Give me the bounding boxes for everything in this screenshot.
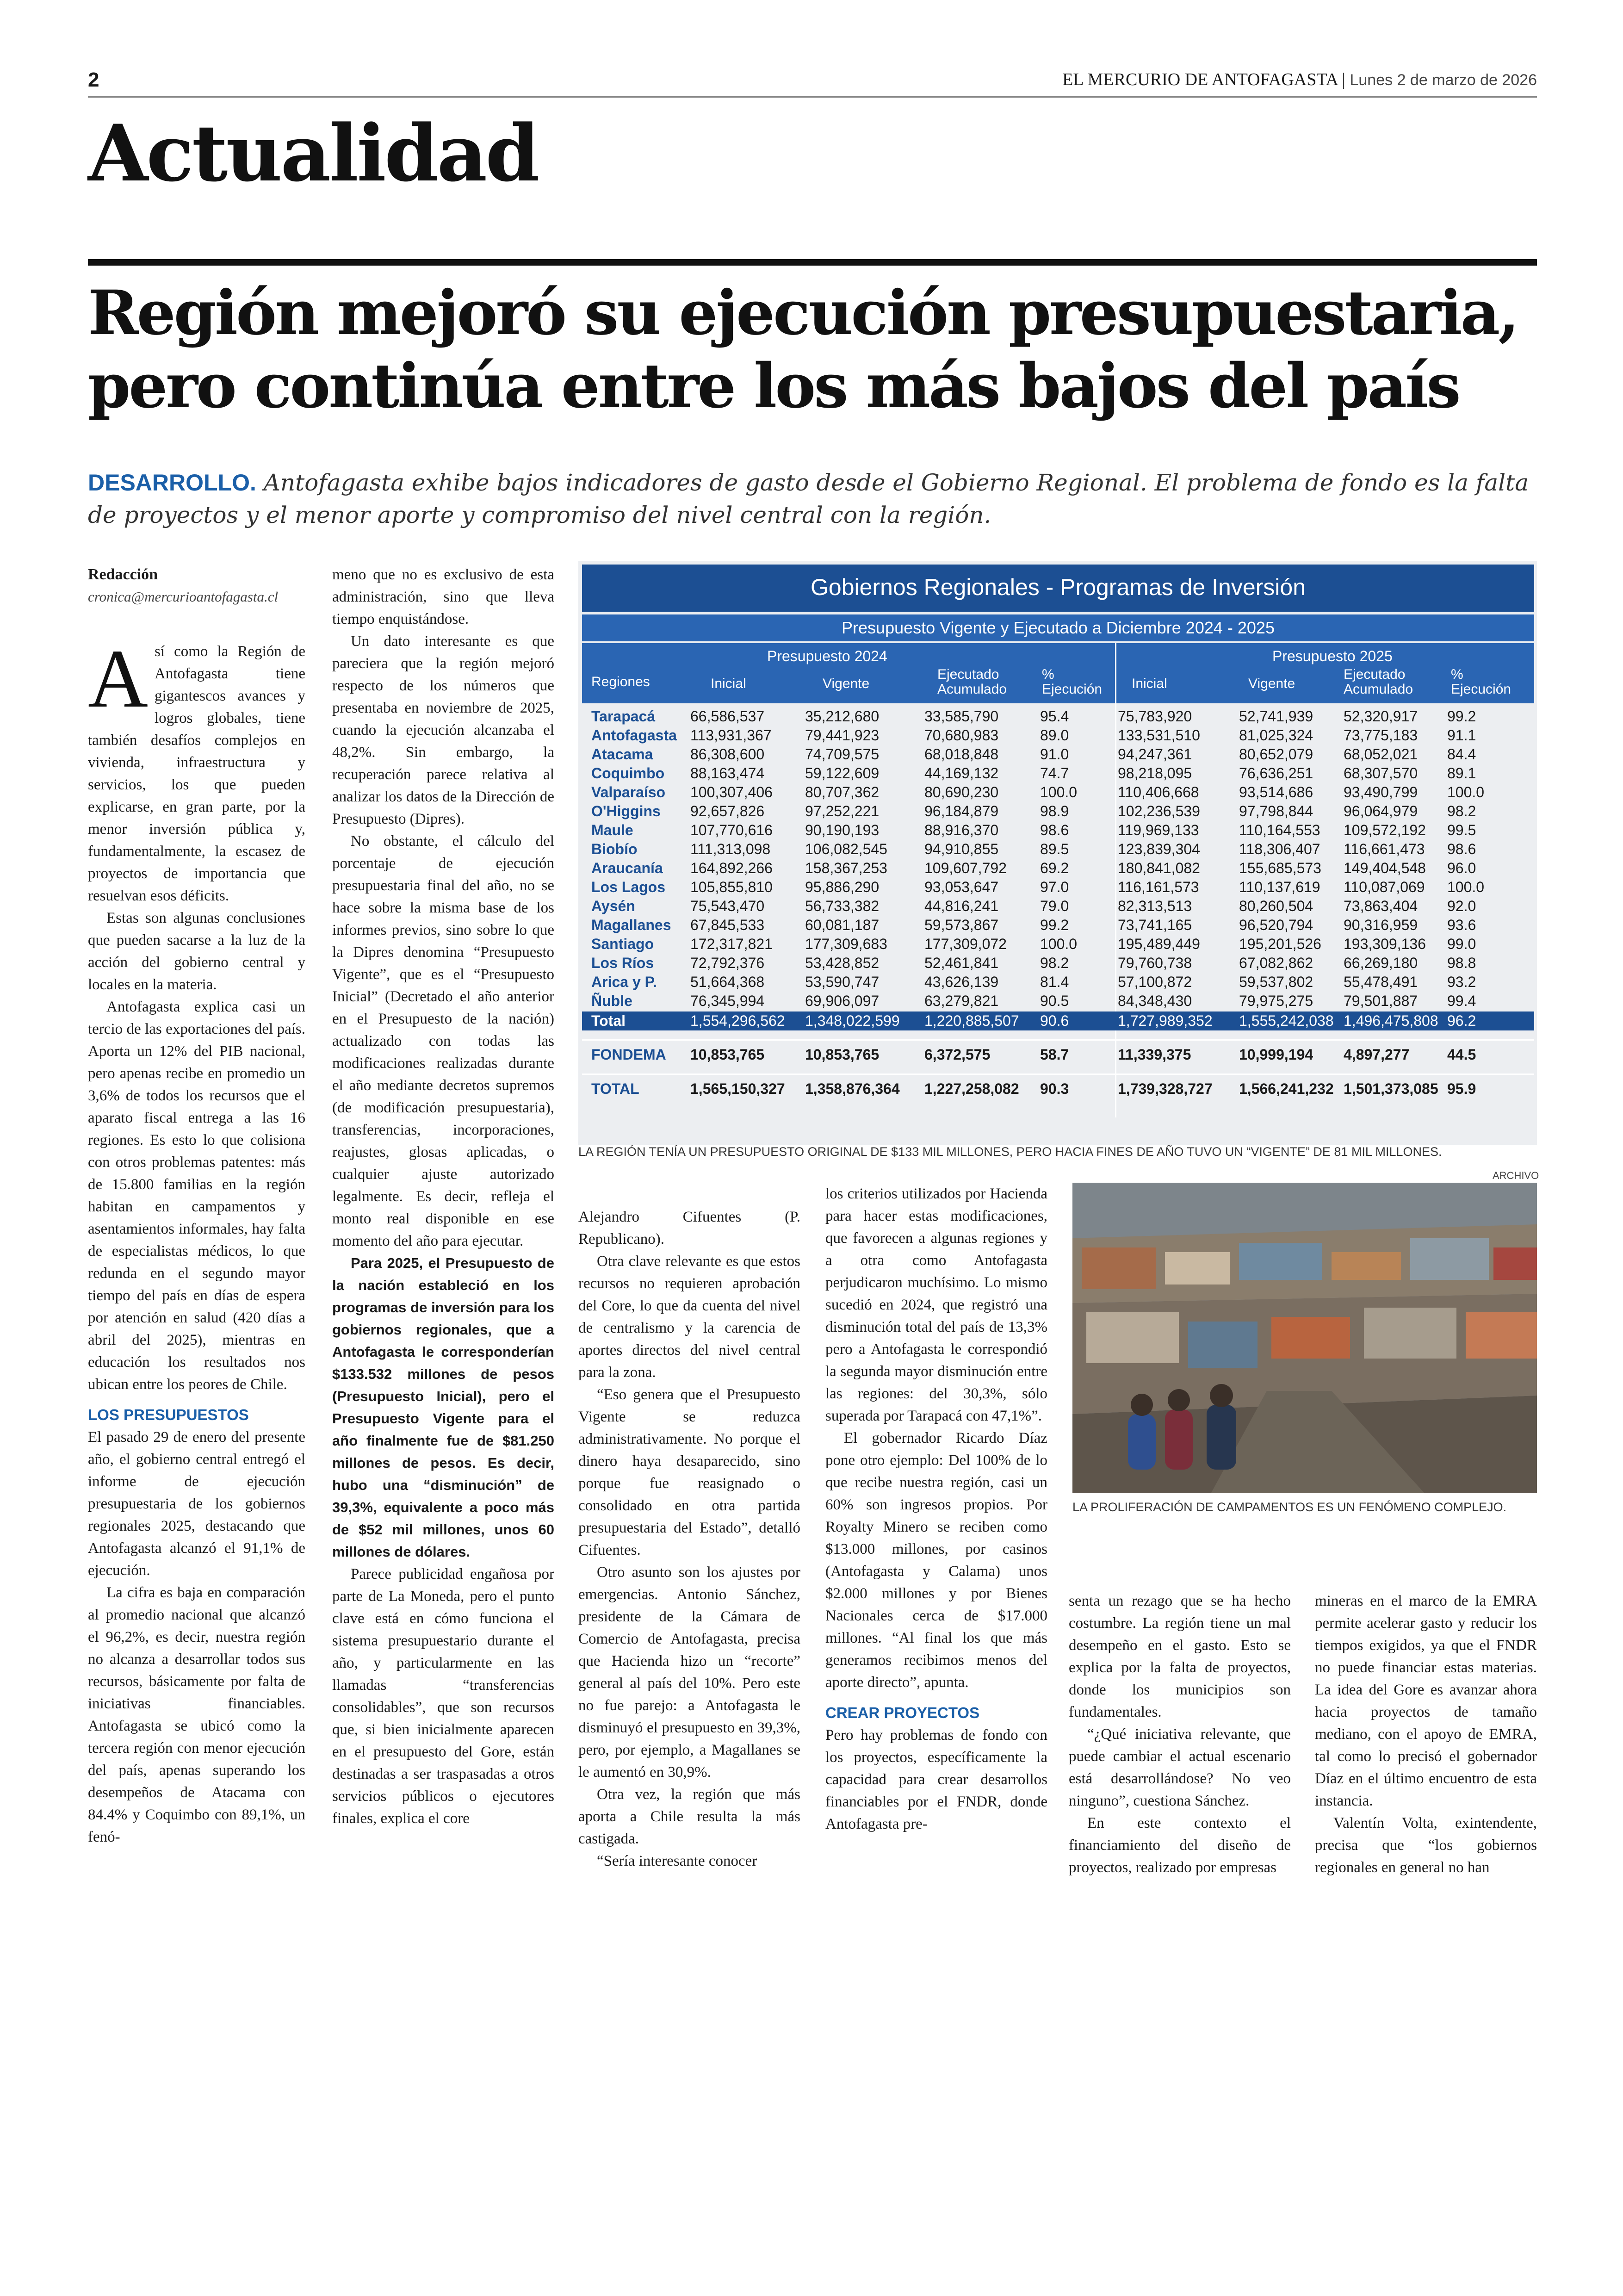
table-cell: 195,489,449	[1118, 936, 1200, 952]
table-cell: 1,348,022,599	[805, 1012, 900, 1029]
table-cell: 81,025,324	[1239, 727, 1313, 744]
paragraph: mineras en el marco de la EMRA permite acelerar gasto y reducir los tiempos exigidos, ya que el FNDR no puede financiar estas materias. La idea del Gore es avanzar ahora hacia proyectos de tamaño mediano, con el apoyo de EMRA, tal como lo precisó el gobernador Díaz en el último encuentro de esta instancia.	[1315, 1593, 1537, 1809]
table-cell: 193,309,136	[1344, 936, 1426, 952]
table-cell: 99.2	[1040, 917, 1069, 933]
col-inicial-2024: Inicial	[711, 676, 746, 691]
table-cell: 88,163,474	[690, 765, 765, 782]
campamento-illustration	[1072, 1183, 1537, 1493]
author-email[interactable]: cronica@mercurioantofagasta.cl	[88, 589, 279, 605]
table-cell: 58.7	[1040, 1046, 1069, 1063]
table-cell: 72,792,376	[690, 955, 765, 971]
table-cell: 106,082,545	[805, 841, 887, 857]
table-cell: 11,339,375	[1118, 1046, 1191, 1063]
headline-line-1: Región mejoró su ejecución presupuestaria,	[88, 277, 1518, 349]
lead-paragraph: Así como la Región de Antofagasta tiene gigantescos avances y logros globales, tiene también desafíos complejos en vivienda, infraestructura y servicios, los que pueden explicarse, en gran parte, por la menor inversión pública y, fundamentalmente, la escasez de proyectos de importancia que resuelvan esos déficits.	[88, 633, 305, 904]
table-row	[582, 726, 1534, 745]
table-cell: 89.0	[1040, 727, 1069, 744]
table-cell: 84,348,430	[1118, 993, 1192, 1009]
table-cell: 100.0	[1040, 936, 1078, 952]
table-cell: 177,309,072	[924, 936, 1007, 952]
col-pct-2024: % Ejecución	[1042, 667, 1103, 697]
headline-rule	[88, 259, 1537, 266]
region-name: Arica y P.	[591, 974, 657, 990]
region-name: Atacama	[591, 746, 653, 763]
table-row	[582, 954, 1534, 973]
table-cell: 63,279,821	[924, 993, 999, 1009]
region-name: O'Higgins	[591, 803, 661, 819]
table-cell: 33,585,790	[924, 708, 999, 725]
table-cell: 35,212,680	[805, 708, 880, 725]
table-cell: 92,657,826	[690, 803, 765, 819]
table-cell: 91.0	[1040, 746, 1069, 763]
table-cell: 56,733,382	[805, 898, 880, 914]
region-name: Santiago	[591, 936, 654, 952]
col-ejecutado-2025: Ejecutado Acumulado	[1344, 667, 1413, 697]
table-cell: 98.8	[1447, 955, 1476, 971]
table-grand-total-row	[582, 1074, 1534, 1103]
region-name: Coquimbo	[591, 765, 665, 782]
table-cell: 149,404,548	[1344, 860, 1426, 876]
table-cell: 68,018,848	[924, 746, 999, 763]
table-cell: 180,841,082	[1118, 860, 1200, 876]
paragraph: “Sería interesante conocer	[597, 1853, 757, 1869]
region-name: Tarapacá	[591, 708, 656, 725]
table-cell: 97,798,844	[1239, 803, 1313, 819]
photo-caption: LA PROLIFERACIÓN DE CAMPAMENTOS ES UN FENÓMENO COMPLEJO.	[1072, 1500, 1507, 1514]
table-cell: 59,537,802	[1239, 974, 1313, 990]
table-cell: 67,082,862	[1239, 955, 1313, 971]
table-row	[582, 935, 1534, 954]
paragraph: La cifra es baja en comparación al promedio nacional que alcanzó el 96,2%, es decir, nuestra región no alcanza a desarrollar todos sus recursos, básicamente por falta de iniciativas financiables. Antofagasta se ubicó como la tercera región con menor ejecución del país, apenas superando los desempeños de Atacama con 84.4% y Coquimbo con 89,1%, un fenó-	[88, 1584, 305, 1845]
masthead-separator: |	[1337, 70, 1350, 89]
table-cell: 82,313,513	[1118, 898, 1192, 914]
table-cell: 44,816,241	[924, 898, 999, 914]
table-cell: 69.2	[1040, 860, 1069, 876]
table-cell: 10,853,765	[690, 1046, 765, 1063]
table-cell: 79,760,738	[1118, 955, 1192, 971]
table-row	[582, 764, 1534, 783]
region-name: Valparaíso	[591, 784, 666, 800]
table-cell: 96,184,879	[924, 803, 999, 819]
table-cell: 76,636,251	[1239, 765, 1313, 782]
paragraph: Antofagasta explica casi un tercio de las exportaciones del país. Aporta un 12% del PIB nacional, pero apenas recibe en promedio un 3,6% de todos los recursos que el aparato fiscal entrega a las 16 regiones. Es esto lo que colisiona con otros problemas patentes: más de 15.800 familias en la región habitan en campamentos y asentamientos informales, hay falta de especialistas médicos, lo que redunda en el segundo mayor tiempo del país en días de espera por atención en salud (420 días a abril del 2025), mientras en educación los resultados nos ubican entre los peores de Chile.	[88, 999, 305, 1393]
table-cell: 96,520,794	[1239, 917, 1313, 933]
table-cell: 43,626,139	[924, 974, 999, 990]
group-2024: Presupuesto 2024	[767, 648, 887, 664]
table-cell: 89.5	[1040, 841, 1069, 857]
table-cell: 100,307,406	[690, 784, 773, 800]
table-cell: 109,607,792	[924, 860, 1007, 876]
table-cell: 102,236,539	[1118, 803, 1200, 819]
table-cell: 1,496,475,808	[1344, 1012, 1438, 1029]
table-cell: 107,770,616	[690, 822, 773, 838]
table-cell: 1,554,296,562	[690, 1012, 785, 1029]
table-cell: 55,478,491	[1344, 974, 1418, 990]
table-row	[582, 840, 1534, 859]
table-cell: 92.0	[1447, 898, 1476, 914]
table-cell: 110,164,553	[1239, 822, 1320, 838]
table-cell: 74,709,575	[805, 746, 880, 763]
region-name: FONDEMA	[591, 1046, 666, 1063]
table-cell: 100.0	[1040, 784, 1078, 800]
table-cell: 93.2	[1447, 974, 1476, 990]
table-cell: 88,916,370	[924, 822, 999, 838]
table-cell: 6,372,575	[924, 1046, 991, 1063]
table-row	[582, 821, 1534, 840]
region-name: Total	[591, 1012, 626, 1029]
col-ejecutado-2024: Ejecutado Acumulado	[937, 667, 1007, 697]
photo-credit: ARCHIVO	[1493, 1170, 1539, 1181]
table-cell: 79.0	[1040, 898, 1069, 914]
table-cell: 95.9	[1447, 1080, 1476, 1097]
table-row	[582, 745, 1534, 764]
table-cell: 110,137,619	[1239, 879, 1320, 895]
table-cell: 4,897,277	[1344, 1046, 1410, 1063]
table-cell: 90,190,193	[805, 822, 880, 838]
table-caption: LA REGIÓN TENÍA UN PRESUPUESTO ORIGINAL DE $133 MIL MILLONES, PERO HACIA FINES DE AÑO TUVO UN “VIGENTE” DE 81 MIL MILLONES.	[578, 1145, 1442, 1159]
paragraph: El gobernador Ricardo Díaz pone otro ejemplo: Del 100% de lo que recibe nuestra región, casi un 60% son ingresos propios. Por Royalty Minero se reciben como $13.000 millones, por casinos (Antofagasta y Calama) unos $2.000 millones y por Bienes Nacionales cerca de $17.000 millones. “Al final los que más generamos recibimos menos del aporte directo”, apunta.	[825, 1430, 1047, 1691]
table-cell: 90.6	[1040, 1012, 1069, 1029]
table-cell: 100.0	[1447, 879, 1485, 895]
table-cell: 70,680,983	[924, 727, 999, 744]
paragraph: Otro asunto son los ajustes por emergencias. Antonio Sánchez, presidente de la Cámara de Comercio de Antofagasta, precisa que Hacienda hizo un “recorte” general al país del 10%. Pero este no fue parejo: a Antofagasta le disminuyó el presupuesto en 39,3%, pero, por ejemplo, a Magallanes se le aumentó en 30,9%.	[578, 1564, 800, 1781]
table-cell: 73,741,165	[1118, 917, 1192, 933]
table-cell: 177,309,683	[805, 936, 887, 952]
table-row	[582, 897, 1534, 916]
table-cell: 60,081,187	[805, 917, 880, 933]
table-cell: 53,428,852	[805, 955, 880, 971]
paragraph: los criterios utilizados por Hacienda para hacer estas modificaciones, que favorecen a algunas regiones y a otra como Antofagasta perjudicaron muchísimo. Lo mismo sucedió en 2024, que registró una disminución total del país de 13,3% pero a Antofagasta le correspondió la segunda mayor disminución entre las regiones: del 30,3%, sólo superada por Tarapacá con 47,1%”.	[825, 1185, 1047, 1424]
table-cell: 79,501,887	[1344, 993, 1418, 1009]
table-cell: 1,220,885,507	[924, 1012, 1019, 1029]
table-cell: 44,169,132	[924, 765, 999, 782]
table-cell: 68,052,021	[1344, 746, 1418, 763]
table-cell: 133,531,510	[1118, 727, 1200, 744]
table-cell: 73,863,404	[1344, 898, 1418, 914]
column-4	[825, 1183, 1047, 1835]
table-row	[582, 802, 1534, 821]
col-inicial-2025: Inicial	[1132, 676, 1167, 691]
deck-kicker: DESARROLLO.	[88, 470, 256, 496]
column-5	[1069, 1590, 1291, 1879]
table-cell: 1,565,150,327	[690, 1080, 785, 1097]
top-rule	[88, 96, 1537, 98]
table-cell: 99.4	[1447, 993, 1476, 1009]
table-cell: 80,707,362	[805, 784, 880, 800]
table-cell: 99.2	[1447, 708, 1476, 725]
paragraph: Pero hay problemas de fondo con los proyectos, específicamente la capacidad para crear desarrollos financiables por el FNDR, donde Antofagasta pre-	[825, 1727, 1047, 1832]
paragraph: Otra clave relevante es que estos recursos no requieren aprobación del Core, lo que da cuenta del nivel de centralismo y la carencia de aportes directos del nivel central para la zona.	[578, 1253, 800, 1381]
table-cell: 96.2	[1447, 1012, 1476, 1029]
table-cell: 111,313,098	[690, 841, 771, 857]
paragraph: Parece publicidad engañosa por parte de La Moneda, pero el punto clave está en cómo funciona el sistema presupuestario durante el año, y particularmente en las llamadas “transferencias consolidables”, que son recursos que, si bien inicialmente aparecen en el presupuesto del Gore, están destinadas a ser traspasadas a otros servicios públicos o ejecutores finales, explica el core	[332, 1566, 554, 1827]
table-cell: 98.9	[1040, 803, 1069, 819]
table-cell: 67,845,533	[690, 917, 765, 933]
table-cell: 94,910,855	[924, 841, 999, 857]
table-row	[582, 973, 1534, 992]
paragraph: Otra vez, la región que más aporta a Chile resulta la más castigada.	[578, 1786, 800, 1847]
table-fondema-row	[582, 1039, 1534, 1068]
column-1	[88, 564, 305, 1848]
col-vigente-2024: Vigente	[823, 676, 870, 691]
table-cell: 90.3	[1040, 1080, 1069, 1097]
table-cell: 10,999,194	[1239, 1046, 1313, 1063]
region-name: Ñuble	[591, 993, 632, 1009]
publication-date: Lunes 2 de marzo de 2026	[1350, 71, 1537, 89]
table-row	[582, 707, 1534, 726]
table-cell: 75,543,470	[690, 898, 765, 914]
table-cell: 52,741,939	[1239, 708, 1313, 725]
region-name: Biobío	[591, 841, 638, 857]
table-cell: 80,260,504	[1239, 898, 1313, 914]
deck-text: Antofagasta exhibe bajos indicadores de gasto desde el Gobierno Regional. El problema de fondo es la falta de proyectos y el menor aporte y compromiso del nivel central con la región.	[88, 469, 1529, 528]
table-cell: 1,727,989,352	[1118, 1012, 1213, 1029]
table-cell: 110,406,668	[1118, 784, 1199, 800]
table-cell: 93,514,686	[1239, 784, 1313, 800]
table-cell: 116,161,573	[1118, 879, 1199, 895]
table-cell: 99.0	[1447, 936, 1476, 952]
headline	[88, 277, 1541, 423]
region-name: Magallanes	[591, 917, 671, 933]
publication-name: EL MERCURIO DE ANTOFAGASTA	[1062, 70, 1338, 89]
table-cell: 93,053,647	[924, 879, 999, 895]
table-cell: 110,087,069	[1344, 879, 1425, 895]
subhead-presupuestos: LOS PRESUPUESTOS	[88, 1406, 249, 1423]
table-subtitle: Presupuesto Vigente y Ejecutado a Diciembre 2024 - 2025	[582, 614, 1534, 641]
section-title: Actualidad	[88, 107, 538, 199]
table-cell: 52,320,917	[1344, 708, 1418, 725]
table-cell: 118,306,407	[1239, 841, 1320, 857]
table-cell: 81.4	[1040, 974, 1069, 990]
region-name: TOTAL	[591, 1080, 639, 1097]
paragraph: senta un rezago que se ha hecho costumbre. La región tiene un mal desempeño en el gasto. Esto se explica por la falta de proyectos, donde los municipios son fundamentales.	[1069, 1593, 1291, 1720]
group-2025: Presupuesto 2025	[1272, 648, 1393, 664]
table-cell: 1,555,242,038	[1239, 1012, 1334, 1029]
paragraph: meno que no es exclusivo de esta administración, sino que lleva tiempo enquistándose.	[332, 566, 554, 627]
col-vigente-2025: Vigente	[1248, 676, 1295, 691]
table-cell: 75,783,920	[1118, 708, 1192, 725]
table-cell: 52,461,841	[924, 955, 999, 971]
table-cell: 95,886,290	[805, 879, 880, 895]
table-cell: 164,892,266	[690, 860, 773, 876]
region-name: Los Lagos	[591, 879, 666, 895]
table-cell: 10,853,765	[805, 1046, 880, 1063]
headline-line-2: pero continúa entre los más bajos del país	[88, 350, 1459, 422]
table-cell: 76,345,994	[690, 993, 765, 1009]
table-cell: 53,590,747	[805, 974, 880, 990]
table-row	[582, 859, 1534, 878]
deck	[88, 466, 1541, 531]
table-cell: 79,441,923	[805, 727, 880, 744]
table-cell: 97,252,221	[805, 803, 880, 819]
table-cell: 97.0	[1040, 879, 1069, 895]
col-regiones: Regiones	[591, 674, 650, 689]
paragraph: Alejandro Cifuentes (P. Republicano).	[578, 1209, 800, 1247]
table-cell: 100.0	[1447, 784, 1485, 800]
table-row	[582, 878, 1534, 897]
table-total-row	[582, 1011, 1534, 1030]
paragraph: “Eso genera que el Presupuesto Vigente se reduzca administrativamente. No porque el dinero haya desaparecido, sino porque fue reasignado o consolidado en otra partida presupuestaria del Estado”, detalló Cifuentes.	[578, 1386, 800, 1558]
table-cell: 96.0	[1447, 860, 1476, 876]
table-cell: 98.6	[1040, 822, 1069, 838]
table-cell: 91.1	[1447, 727, 1476, 744]
paragraph: En este contexto el financiamiento del diseño de proyectos, realizado por empresas	[1069, 1815, 1291, 1876]
column-3	[578, 1206, 800, 1872]
table-cell: 57,100,872	[1118, 974, 1192, 990]
paragraph: Estas son algunas conclusiones que pueden sacarse a la luz de la acción del gobierno central y locales en la materia.	[88, 910, 305, 993]
masthead	[1062, 69, 1537, 90]
table-cell: 109,572,192	[1344, 822, 1426, 838]
table-cell: 69,906,097	[805, 993, 880, 1009]
table-cell: 66,586,537	[690, 708, 765, 725]
table-cell: 98,218,095	[1118, 765, 1192, 782]
region-name: Antofagasta	[591, 727, 677, 744]
table-cell: 99.5	[1447, 822, 1476, 838]
table-cell: 90.5	[1040, 993, 1069, 1009]
region-name: Maule	[591, 822, 633, 838]
table-row	[582, 992, 1534, 1011]
table-cell: 158,367,253	[805, 860, 887, 876]
paragraph: “¿Qué iniciativa relevante, que puede cambiar el actual escenario está desarrollándose? No veo ninguno”, cuestiona Sánchez.	[1069, 1726, 1291, 1809]
table-cell: 86,308,600	[690, 746, 765, 763]
table-cell: 51,664,368	[690, 974, 765, 990]
table-cell: 1,227,258,082	[924, 1080, 1019, 1097]
paragraph: Valentín Volta, exintendente, precisa que “los gobiernos regionales en general no han	[1315, 1815, 1537, 1876]
column-6	[1315, 1590, 1537, 1879]
table-cell: 59,122,609	[805, 765, 880, 782]
region-name: Aysén	[591, 898, 635, 914]
table-row	[582, 783, 1534, 802]
page-number: 2	[88, 68, 99, 91]
subhead-crear-proyectos: CREAR PROYECTOS	[825, 1704, 980, 1721]
table-cell: 80,690,230	[924, 784, 999, 800]
table-cell: 119,969,133	[1118, 822, 1199, 838]
table-cell: 1,739,328,727	[1118, 1080, 1213, 1097]
table-cell: 93,490,799	[1344, 784, 1418, 800]
table-cell: 98.2	[1447, 803, 1476, 819]
table-cell: 105,855,810	[690, 879, 773, 895]
col-pct-2025: % Ejecución	[1451, 667, 1511, 697]
drop-cap: A	[88, 633, 148, 725]
table-cell: 93.6	[1447, 917, 1476, 933]
table-cell: 73,775,183	[1344, 727, 1418, 744]
paragraph: El pasado 29 de enero del presente año, el gobierno central entregó el informe de ejecución presupuestaria de los gobiernos regionales 2025, destacando que Antofagasta alcanzó el 91,1% de ejecución.	[88, 1429, 305, 1579]
table-cell: 172,317,821	[690, 936, 773, 952]
table-cell: 80,652,079	[1239, 746, 1313, 763]
region-name: Araucanía	[591, 860, 663, 876]
campamento-photo	[1072, 1183, 1537, 1493]
column-2	[332, 564, 554, 1830]
table-title: Gobiernos Regionales - Programas de Inversión	[582, 565, 1534, 612]
bold-paragraph: Para 2025, el Presupuesto de la nación estableció en los programas de inversión para los gobiernos regionales, que a Antofagasta le corresponderían $133.532 millones de pesos (Presupuesto Inicial), pero el Presupuesto Vigente para el año finalmente fue de $81.250 millones de pesos. Es decir, hubo una “disminución” de 39,3%, equivalente a poco más de $52 mil millones, unos 60 millones de dólares.	[332, 1255, 554, 1560]
table-cell: 95.4	[1040, 708, 1069, 725]
table-cell: 96,064,979	[1344, 803, 1418, 819]
table-header	[582, 643, 1534, 703]
table-cell: 68,307,570	[1344, 765, 1418, 782]
table-cell: 79,975,275	[1239, 993, 1313, 1009]
paragraph: No obstante, el cálculo del porcentaje de ejecución presupuestaria final del año, no se hace sobre la misma base de los informes previos, sino sobre lo que la Dipres denomina “Presupuesto Vigente”, que es el “Presupuesto Inicial” (Decretado el año anterior en el Presupuesto de la nación) actualizado con todas las modificaciones realizadas durante el año mediante decretos supremos (de modificación presupuestaria), transferencias, incorporaciones, reajustes, glosas aplicadas, o cualquier ajuste autorizado legalmente. Es decir, refleja el monto real disponible en ese momento del año para ejecutar.	[332, 833, 554, 1249]
table-cell: 1,566,241,232	[1239, 1080, 1334, 1097]
table-cell: 113,931,367	[690, 727, 772, 744]
table-cell: 98.2	[1040, 955, 1069, 971]
paragraph: Un dato interesante es que pareciera que la región mejoró respecto de los números que presentaba en noviembre de 2025, cuando la ejecución alcanzaba el 48,2%. Sin embargo, la recuperación parece relativa al analizar los datos de la Dirección de Presupuesto (Dipres).	[332, 633, 554, 827]
table-cell: 155,685,573	[1239, 860, 1321, 876]
region-name: Los Ríos	[591, 955, 654, 971]
table-cell: 123,839,304	[1118, 841, 1200, 857]
table-cell: 1,501,373,085	[1344, 1080, 1438, 1097]
table-cell: 1,358,876,364	[805, 1080, 900, 1097]
table-cell: 84.4	[1447, 746, 1476, 763]
table-cell: 94,247,361	[1118, 746, 1192, 763]
table-cell: 59,573,867	[924, 917, 999, 933]
table-cell: 98.6	[1447, 841, 1476, 857]
table-cell: 90,316,959	[1344, 917, 1418, 933]
table-cell: 116,661,473	[1344, 841, 1425, 857]
table-row	[582, 916, 1534, 935]
table-cell: 74.7	[1040, 765, 1069, 782]
byline: Redacción	[88, 566, 158, 583]
table-cell: 44.5	[1447, 1046, 1476, 1063]
table-cell: 89.1	[1447, 765, 1476, 782]
table-cell: 195,201,526	[1239, 936, 1321, 952]
table-cell: 66,269,180	[1344, 955, 1418, 971]
